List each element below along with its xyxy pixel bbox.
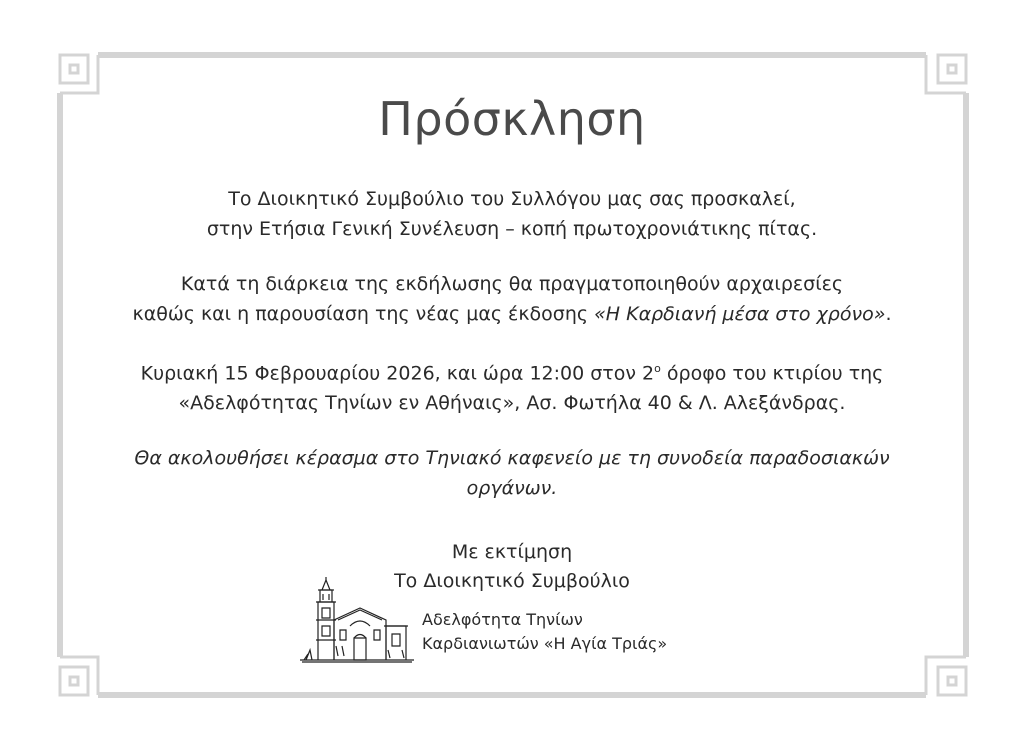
event-details-paragraph — [100, 354, 924, 418]
organization-line-1: Αδελφότητα Τηνίων — [422, 610, 583, 629]
closing-signature: Το Διοικητικό Συμβούλιο — [394, 570, 630, 593]
intro-line-2: στην Ετήσια Γενική Συνέλευση – κοπή πρωτοχρονιάτικης πίτας. — [206, 218, 818, 240]
elections-line-2-text: καθώς και η παρουσίαση της νέας μας έκδοσης — [132, 303, 595, 325]
organization-footer — [298, 576, 718, 666]
publication-title: «Η Καρδιανή μέσα στο χρόνο» — [594, 303, 886, 325]
invitation-title: Πρόσκληση — [378, 92, 646, 146]
elections-line-2-end: . — [885, 303, 892, 325]
intro-line-1: Το Διοικητικό Συμβούλιο του Συλλόγου μας σας προσκαλεί, — [228, 188, 796, 210]
event-date-text: Κυριακή 15 Φεβρουαρίου 2026, και ώρα 12:00 στον 2 — [140, 362, 655, 385]
intro-paragraph — [100, 184, 924, 244]
elections-paragraph — [100, 269, 924, 329]
floor-superscript: ο — [654, 362, 661, 375]
event-date-line — [100, 354, 924, 388]
closing-greeting: Με εκτίμηση — [451, 541, 573, 564]
organization-line-2: Καρδιανιωτών «Η Αγία Τριάς» — [422, 634, 668, 653]
refreshments-paragraph: Θα ακολουθήσει κέρασμα στο Τηνιακό καφενείο με τη συνοδεία παραδοσιακών οργάνων. — [134, 447, 890, 500]
elections-line-1: Κατά τη διάρκεια της εκδήλωσης θα πραγματοποιηθούν αρχαιρεσίες — [180, 273, 844, 295]
event-floor-text: όροφο του κτιρίου της — [660, 362, 884, 385]
church-sketch-icon — [298, 576, 416, 664]
event-address-line: «Αδελφότητας Τηνίων εν Αθήναις», Ασ. Φωτήλα 40 & Λ. Αλεξάνδρας. — [178, 392, 846, 415]
elections-line-2 — [100, 299, 924, 329]
organization-name — [422, 608, 667, 656]
invitation-body — [100, 92, 924, 596]
